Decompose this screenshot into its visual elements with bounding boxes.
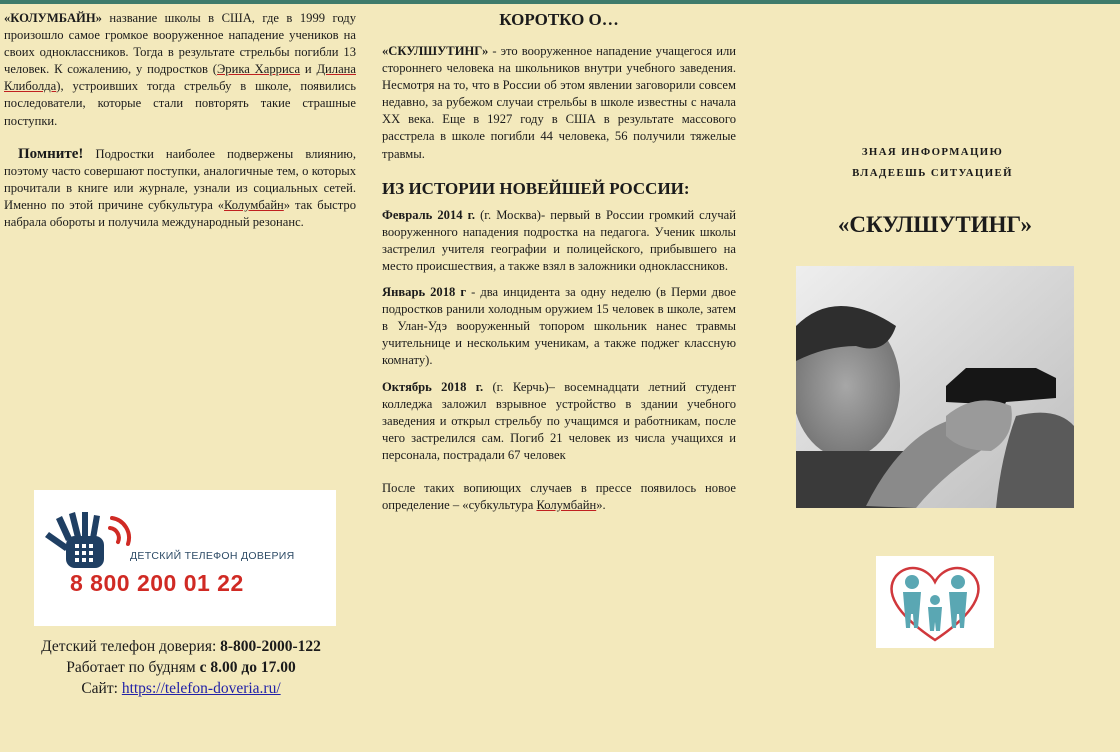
- name-dylan-klebold: Дилана Клиболда: [4, 62, 356, 94]
- remember-lead: Помните!: [18, 145, 84, 162]
- columbine-paragraph: «КОЛУМБАЙН» название школы в США, где в 1999 году произошло самое громкое вооруженное нападение учеников на своих одноклассников. Тогда в результате стрельбы погибли 13 человек. К сожалению, у подростков (Эрика Харриса и Дилана Клиболда), устроивших тогда стрельбу в школе, появились последователи, которые стали повторять такие страшные поступки.: [4, 11, 356, 128]
- working-hours: с 8.00 до 17.00: [199, 659, 296, 676]
- columbine-name: «КОЛУМБАЙН»: [4, 11, 102, 25]
- short-about-title: КОРОТКО О…: [499, 10, 619, 29]
- boy-with-gun-photo: [796, 266, 1074, 508]
- contacts-block: [6, 636, 356, 699]
- hotline-caption: ДЕТСКИЙ ТЕЛЕФОН ДОВЕРИЯ: [130, 550, 295, 562]
- slogan-line-2: ВЛАДЕЕШЬ СИТУАЦИЕЙ: [852, 167, 1013, 179]
- name-eric-harris: Эрика Харриса: [216, 62, 301, 77]
- top-border: [0, 0, 1120, 4]
- slogan-line-1: ЗНАЯ ИНФОРМАЦИЮ: [861, 146, 1004, 158]
- event-item: Февраль 2014 г. (г. Москва)- первый в России громкий случай вооруженного нападения подростка на педагога. Ученик школы застрелил учителя географии и полицейского, прибывшего на место происшествия, а также взял в заложники одноклассников.: [382, 207, 736, 273]
- phone-line: Детский телефон доверия: 8-800-2000-122: [41, 638, 321, 655]
- site-link[interactable]: https://telefon-doveria.ru/: [121, 680, 281, 697]
- family-heart-logo: [876, 556, 994, 648]
- event-date: Октябрь 2018 г.: [382, 379, 484, 394]
- closing-paragraph: После таких вопиющих случаев в прессе появилось новое определение – «субкультура Колумбайн».: [382, 480, 736, 513]
- cover-title: «СКУЛШУТИНГ»: [837, 212, 1033, 237]
- hours-line: Работает по будням с 8.00 до 17.00: [66, 659, 296, 676]
- event-date: Январь 2018 г: [382, 285, 467, 300]
- phone-number: 8-800-2000-122: [220, 638, 321, 655]
- hand-phone-icon: [42, 506, 152, 578]
- site-line: Сайт: https://telefon-doveria.ru/: [81, 680, 281, 697]
- event-date: Февраль 2014 г.: [382, 207, 476, 222]
- schoolshooting-definition: «СКУЛШУТИНГ» - это вооруженное нападение учащегося или стороннего человека на школьников внутри учебного заведения. Несмотря на то, что в России об этом явлении заговорили совсем недавно, за рубежом случаи стрельбы в школе известны с начала XX века. Еще в 1927 году в США в результате массового расстрела в школе погибли 44 человека, 56 получили тяжелые травмы.: [382, 44, 736, 161]
- column-left: [4, 10, 356, 231]
- hotline-banner: [34, 490, 336, 626]
- event-item: Октябрь 2018 г. (г. Керчь)– восемнадцати летний студент колледжа заложил взрывное устройство в здании учебного заведения и открыл стрельбу по учащимся и работникам, после чего застрелился сам. Погиб 21 человек из числа учащихся и персонала, пострадали 67 человек: [382, 379, 736, 462]
- remember-paragraph: Помните! Подростки наиболее подвержены влиянию, поэтому часто совершают поступки, аналогичные тем, о которых прочитали в книге или журнале, узнали из социальных сетей. Именно по этой причине субкультура «Колумбайн» так быстро набрала обороты и получила международный резонанс.: [4, 145, 357, 230]
- family-heart-icon: [876, 556, 994, 648]
- hotline-number: 8 800 200 01 22: [70, 570, 244, 596]
- column-middle: [382, 10, 736, 523]
- history-title: ИЗ ИСТОРИИ НОВЕЙШЕЙ РОССИИ:: [382, 178, 690, 198]
- event-item: Январь 2018 г - два инцидента за одну неделю (в Перми двое подростков ранили холодным оружием 15 человек в школе, затем в Улан-Удэ вооруженный топором школьник нанес травмы учительнице и нескольким ученикам, а также поджег классную комнату).: [382, 285, 736, 368]
